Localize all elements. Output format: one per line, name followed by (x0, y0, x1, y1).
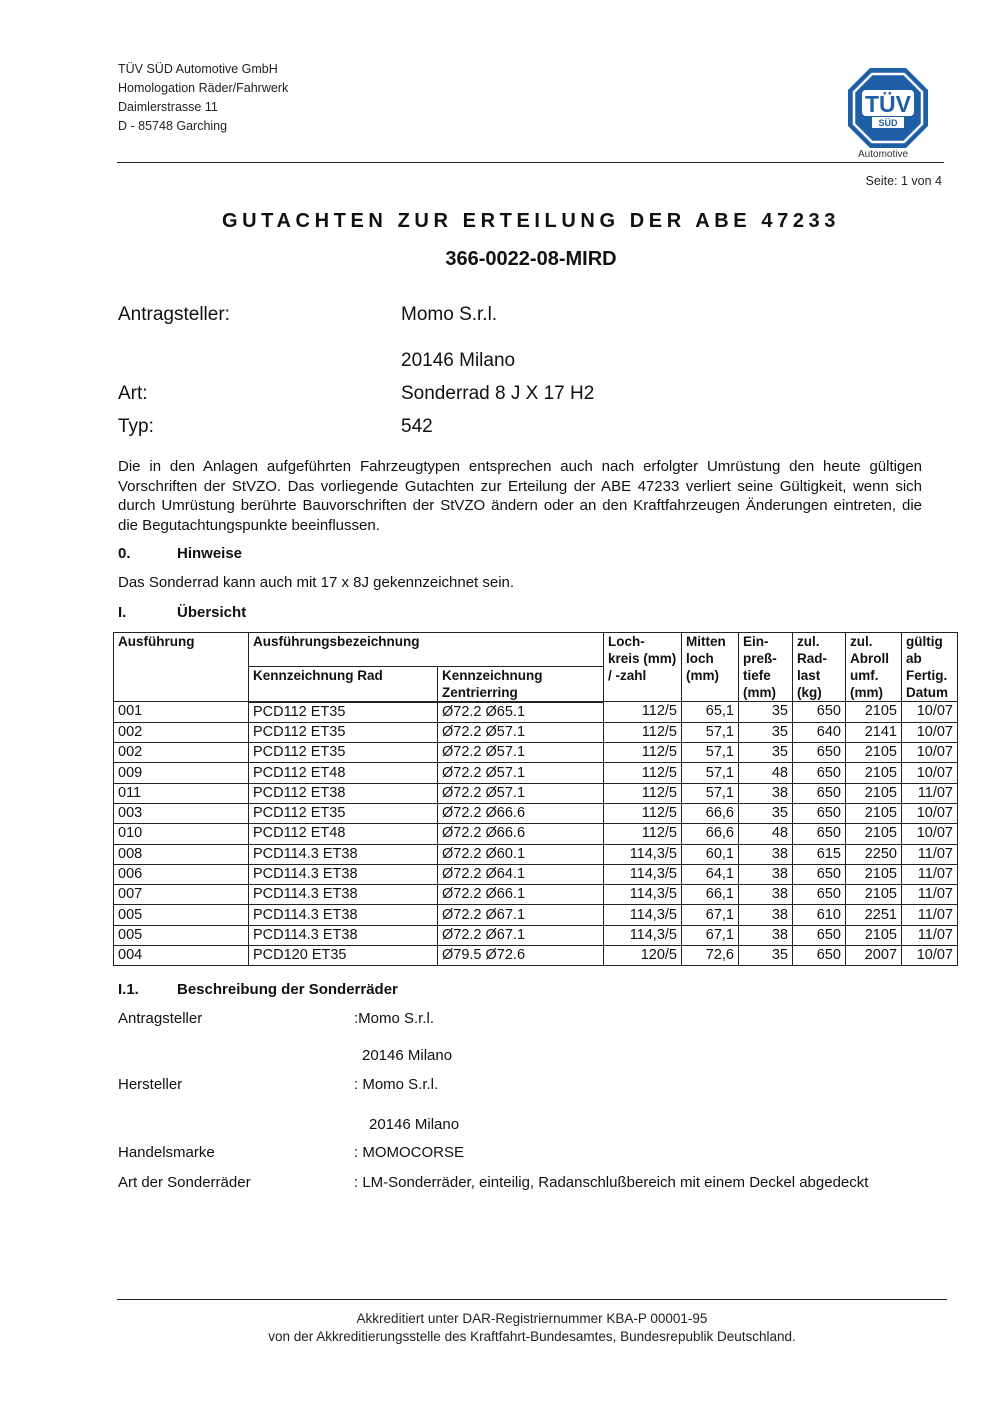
section-1-1-title: Beschreibung der Sonderräder (177, 981, 398, 998)
desc-hersteller-city: 20146 Milano (369, 1116, 460, 1133)
cell-kennzeichnung-zentrierring: Ø72.2 Ø57.1 (438, 783, 604, 803)
cell-kennzeichnung-zentrierring: Ø79.5 Ø72.6 (438, 946, 604, 966)
typ-value: 542 (401, 416, 433, 437)
document-title: GUTACHTEN ZUR ERTEILUNG DER ABE 47233 (221, 210, 841, 232)
cell-mittenloch: 57,1 (682, 743, 739, 763)
cell-einpresstiefe: 35 (739, 946, 793, 966)
tuv-octagon-icon (846, 66, 930, 150)
cell-abrollumfang: 2105 (846, 743, 902, 763)
issuer-street: Daimlerstrasse 11 (118, 100, 218, 114)
header-kennzeichnung-rad: Kennzeichnung Rad (249, 666, 438, 702)
desc-hersteller-label: Hersteller (118, 1076, 183, 1093)
cell-lochkreis: 112/5 (604, 824, 682, 844)
cell-ausfuehrung: 002 (114, 743, 249, 763)
header-ausfuehrung: Ausführung (114, 633, 249, 702)
cell-lochkreis: 112/5 (604, 803, 682, 823)
cell-ausfuehrung: 010 (114, 824, 249, 844)
section-0-number: 0. (118, 545, 131, 562)
cell-radlast: 650 (793, 763, 846, 783)
desc-art-label: Art der Sonderräder (118, 1174, 251, 1191)
table-row (114, 763, 958, 783)
cell-abrollumfang: 2141 (846, 722, 902, 742)
cell-gueltig-ab: 10/07 (902, 946, 958, 966)
cell-einpresstiefe: 38 (739, 925, 793, 945)
issuer-name: TÜV SÜD Automotive GmbH (118, 62, 278, 76)
cell-gueltig-ab: 10/07 (902, 824, 958, 844)
cell-gueltig-ab: 11/07 (902, 844, 958, 864)
cell-gueltig-ab: 10/07 (902, 722, 958, 742)
desc-antragsteller-city: 20146 Milano (362, 1047, 453, 1064)
cell-kennzeichnung-zentrierring: Ø72.2 Ø57.1 (438, 763, 604, 783)
applicant-label: Antragsteller: (118, 304, 230, 325)
cell-kennzeichnung-rad: PCD112 ET38 (249, 783, 438, 803)
cell-mittenloch: 67,1 (682, 905, 739, 925)
issuer-city: D - 85748 Garching (118, 119, 228, 133)
cell-kennzeichnung-rad: PCD112 ET48 (249, 763, 438, 783)
cell-kennzeichnung-zentrierring: Ø72.2 Ø57.1 (438, 743, 604, 763)
cell-ausfuehrung: 011 (114, 783, 249, 803)
cell-mittenloch: 57,1 (682, 722, 739, 742)
header-gueltig-ab: gültig ab Fertig. Datum (902, 633, 958, 702)
cell-kennzeichnung-rad: PCD112 ET48 (249, 824, 438, 844)
table-row (114, 783, 958, 803)
logo-subtitle: Automotive (858, 149, 909, 160)
cell-radlast: 650 (793, 885, 846, 905)
desc-handelsmarke-value: : MOMOCORSE (354, 1144, 465, 1161)
footer (117, 1310, 947, 1346)
issuer-department: Homologation Räder/Fahrwerk (118, 81, 289, 95)
art-value: Sonderrad 8 J X 17 H2 (401, 383, 595, 404)
overview-table (113, 632, 958, 966)
cell-kennzeichnung-zentrierring: Ø72.2 Ø67.1 (438, 925, 604, 945)
cell-abrollumfang: 2007 (846, 946, 902, 966)
logo-small-text: SÜD (878, 118, 898, 128)
cell-abrollumfang: 2251 (846, 905, 902, 925)
section-0-text: Das Sonderrad kann auch mit 17 x 8J gekennzeichnet sein. (118, 574, 515, 591)
logo-main-text: TÜV (865, 91, 911, 117)
cell-abrollumfang: 2105 (846, 885, 902, 905)
header-einpresstiefe: Ein- preß- tiefe (mm) (739, 633, 793, 702)
table-row (114, 722, 958, 742)
footer-line-1: Akkreditiert unter DAR-Registriernummer KBA-P 00001-95 (356, 1311, 708, 1326)
cell-einpresstiefe: 35 (739, 702, 793, 723)
section-0-title: Hinweise (177, 545, 243, 562)
section-1-1-number: I.1. (118, 981, 139, 998)
cell-lochkreis: 112/5 (604, 722, 682, 742)
header-radlast: zul. Rad- last (kg) (793, 633, 846, 702)
table-row (114, 925, 958, 945)
cell-ausfuehrung: 008 (114, 844, 249, 864)
cell-kennzeichnung-rad: PCD112 ET35 (249, 803, 438, 823)
cell-ausfuehrung: 001 (114, 702, 249, 723)
cell-mittenloch: 57,1 (682, 783, 739, 803)
cell-kennzeichnung-zentrierring: Ø72.2 Ø60.1 (438, 844, 604, 864)
cell-abrollumfang: 2105 (846, 763, 902, 783)
cell-gueltig-ab: 10/07 (902, 763, 958, 783)
header-rule (117, 162, 944, 163)
cell-einpresstiefe: 35 (739, 803, 793, 823)
cell-lochkreis: 112/5 (604, 702, 682, 723)
cell-mittenloch: 67,1 (682, 925, 739, 945)
table-row (114, 824, 958, 844)
cell-lochkreis: 114,3/5 (604, 905, 682, 925)
applicant-city: 20146 Milano (401, 350, 516, 371)
tuv-sud-logo (846, 66, 930, 162)
cell-kennzeichnung-rad: PCD114.3 ET38 (249, 925, 438, 945)
cell-mittenloch: 57,1 (682, 763, 739, 783)
footer-rule (117, 1299, 947, 1300)
cell-ausfuehrung: 007 (114, 885, 249, 905)
page-number: Seite: 1 von 4 (865, 174, 942, 188)
table-row (114, 885, 958, 905)
cell-gueltig-ab: 10/07 (902, 702, 958, 723)
cell-kennzeichnung-zentrierring: Ø72.2 Ø57.1 (438, 722, 604, 742)
desc-hersteller-value: : Momo S.r.l. (354, 1076, 439, 1093)
cell-gueltig-ab: 11/07 (902, 885, 958, 905)
cell-ausfuehrung: 006 (114, 864, 249, 884)
cell-kennzeichnung-zentrierring: Ø72.2 Ø64.1 (438, 864, 604, 884)
cell-radlast: 650 (793, 824, 846, 844)
table-row (114, 844, 958, 864)
cell-mittenloch: 66,6 (682, 803, 739, 823)
cell-gueltig-ab: 11/07 (902, 925, 958, 945)
cell-kennzeichnung-rad: PCD114.3 ET38 (249, 885, 438, 905)
header-kennzeichnung-zentrierring: Kennzeichnung Zentrierring (438, 666, 604, 702)
cell-einpresstiefe: 38 (739, 905, 793, 925)
cell-gueltig-ab: 11/07 (902, 905, 958, 925)
cell-kennzeichnung-zentrierring: Ø72.2 Ø66.6 (438, 824, 604, 844)
cell-lochkreis: 114,3/5 (604, 844, 682, 864)
intro-paragraph: Die in den Anlagen aufgeführten Fahrzeugtypen entsprechen auch nach erfolgter Umrüstung den heute gültigen Vorschriften der StVZO. Das vorliegende Gutachten zur Erteilung der ABE 47233 verliert seine Gültigkeit, wenn sich durch Umrüstung berührte Bauvorschriften der StVZO ändern oder an den Kraftfahrzeugen Änderungen eintreten, die die Begutachtungspunkte beeinflussen. (118, 458, 922, 534)
cell-einpresstiefe: 48 (739, 824, 793, 844)
cell-kennzeichnung-zentrierring: Ø72.2 Ø66.1 (438, 885, 604, 905)
desc-handelsmarke-label: Handelsmarke (118, 1144, 215, 1161)
cell-gueltig-ab: 11/07 (902, 864, 958, 884)
cell-einpresstiefe: 48 (739, 763, 793, 783)
cell-mittenloch: 60,1 (682, 844, 739, 864)
cell-einpresstiefe: 38 (739, 783, 793, 803)
cell-lochkreis: 114,3/5 (604, 925, 682, 945)
cell-einpresstiefe: 35 (739, 722, 793, 742)
cell-radlast: 610 (793, 905, 846, 925)
cell-lochkreis: 114,3/5 (604, 885, 682, 905)
art-label: Art: (118, 383, 148, 404)
cell-kennzeichnung-rad: PCD112 ET35 (249, 743, 438, 763)
cell-lochkreis: 112/5 (604, 763, 682, 783)
cell-ausfuehrung: 003 (114, 803, 249, 823)
cell-ausfuehrung: 002 (114, 722, 249, 742)
footer-line-2: von der Akkreditierungsstelle des Kraftfahrt-Bundesamtes, Bundesrepublik Deutschland. (268, 1329, 796, 1344)
cell-lochkreis: 112/5 (604, 783, 682, 803)
cell-kennzeichnung-rad: PCD114.3 ET38 (249, 905, 438, 925)
cell-radlast: 650 (793, 803, 846, 823)
cell-lochkreis: 120/5 (604, 946, 682, 966)
table-row (114, 743, 958, 763)
table-row (114, 946, 958, 966)
cell-gueltig-ab: 10/07 (902, 803, 958, 823)
cell-lochkreis: 112/5 (604, 743, 682, 763)
cell-abrollumfang: 2105 (846, 824, 902, 844)
cell-radlast: 650 (793, 702, 846, 723)
table-row (114, 803, 958, 823)
header-ausfuehrungsbezeichnung: Ausführungsbezeichnung (249, 633, 604, 667)
cell-radlast: 650 (793, 864, 846, 884)
cell-mittenloch: 66,6 (682, 824, 739, 844)
cell-abrollumfang: 2105 (846, 864, 902, 884)
desc-antragsteller-value: :Momo S.r.l. (354, 1010, 435, 1027)
cell-kennzeichnung-zentrierring: Ø72.2 Ø67.1 (438, 905, 604, 925)
cell-ausfuehrung: 005 (114, 925, 249, 945)
cell-mittenloch: 64,1 (682, 864, 739, 884)
header-mittenloch: Mitten loch (mm) (682, 633, 739, 702)
document-number: 366-0022-08-MIRD (445, 248, 617, 270)
cell-abrollumfang: 2105 (846, 783, 902, 803)
cell-radlast: 650 (793, 925, 846, 945)
cell-mittenloch: 72,6 (682, 946, 739, 966)
cell-kennzeichnung-zentrierring: Ø72.2 Ø65.1 (438, 702, 604, 723)
cell-einpresstiefe: 38 (739, 885, 793, 905)
table-row (114, 702, 958, 723)
cell-einpresstiefe: 38 (739, 844, 793, 864)
overview-table-body (114, 702, 958, 966)
desc-antragsteller-label: Antragsteller (118, 1010, 203, 1027)
cell-kennzeichnung-rad: PCD114.3 ET38 (249, 864, 438, 884)
cell-radlast: 650 (793, 783, 846, 803)
issuer-address (118, 60, 288, 136)
section-1-number: I. (118, 604, 127, 621)
cell-radlast: 650 (793, 946, 846, 966)
cell-gueltig-ab: 11/07 (902, 783, 958, 803)
desc-art-value: : LM-Sonderräder, einteilig, Radanschlußbereich mit einem Deckel abgedeckt (354, 1174, 869, 1191)
cell-kennzeichnung-rad: PCD112 ET35 (249, 702, 438, 723)
cell-radlast: 615 (793, 844, 846, 864)
cell-radlast: 650 (793, 743, 846, 763)
applicant-name: Momo S.r.l. (401, 304, 498, 325)
cell-lochkreis: 114,3/5 (604, 864, 682, 884)
cell-gueltig-ab: 10/07 (902, 743, 958, 763)
cell-ausfuehrung: 009 (114, 763, 249, 783)
cell-ausfuehrung: 004 (114, 946, 249, 966)
cell-abrollumfang: 2250 (846, 844, 902, 864)
header-abrollumfang: zul. Abroll umf. (mm) (846, 633, 902, 702)
cell-einpresstiefe: 35 (739, 743, 793, 763)
cell-einpresstiefe: 38 (739, 864, 793, 884)
cell-ausfuehrung: 005 (114, 905, 249, 925)
table-row (114, 864, 958, 884)
table-row (114, 905, 958, 925)
cell-abrollumfang: 2105 (846, 925, 902, 945)
cell-kennzeichnung-rad: PCD114.3 ET38 (249, 844, 438, 864)
header-lochkreis: Loch- kreis (mm) / -zahl (604, 633, 682, 702)
cell-abrollumfang: 2105 (846, 702, 902, 723)
cell-mittenloch: 66,1 (682, 885, 739, 905)
cell-kennzeichnung-rad: PCD120 ET35 (249, 946, 438, 966)
cell-kennzeichnung-zentrierring: Ø72.2 Ø66.6 (438, 803, 604, 823)
section-1-title: Übersicht (177, 604, 247, 621)
cell-kennzeichnung-rad: PCD112 ET35 (249, 722, 438, 742)
cell-radlast: 640 (793, 722, 846, 742)
cell-abrollumfang: 2105 (846, 803, 902, 823)
typ-label: Typ: (118, 416, 154, 437)
cell-mittenloch: 65,1 (682, 702, 739, 723)
